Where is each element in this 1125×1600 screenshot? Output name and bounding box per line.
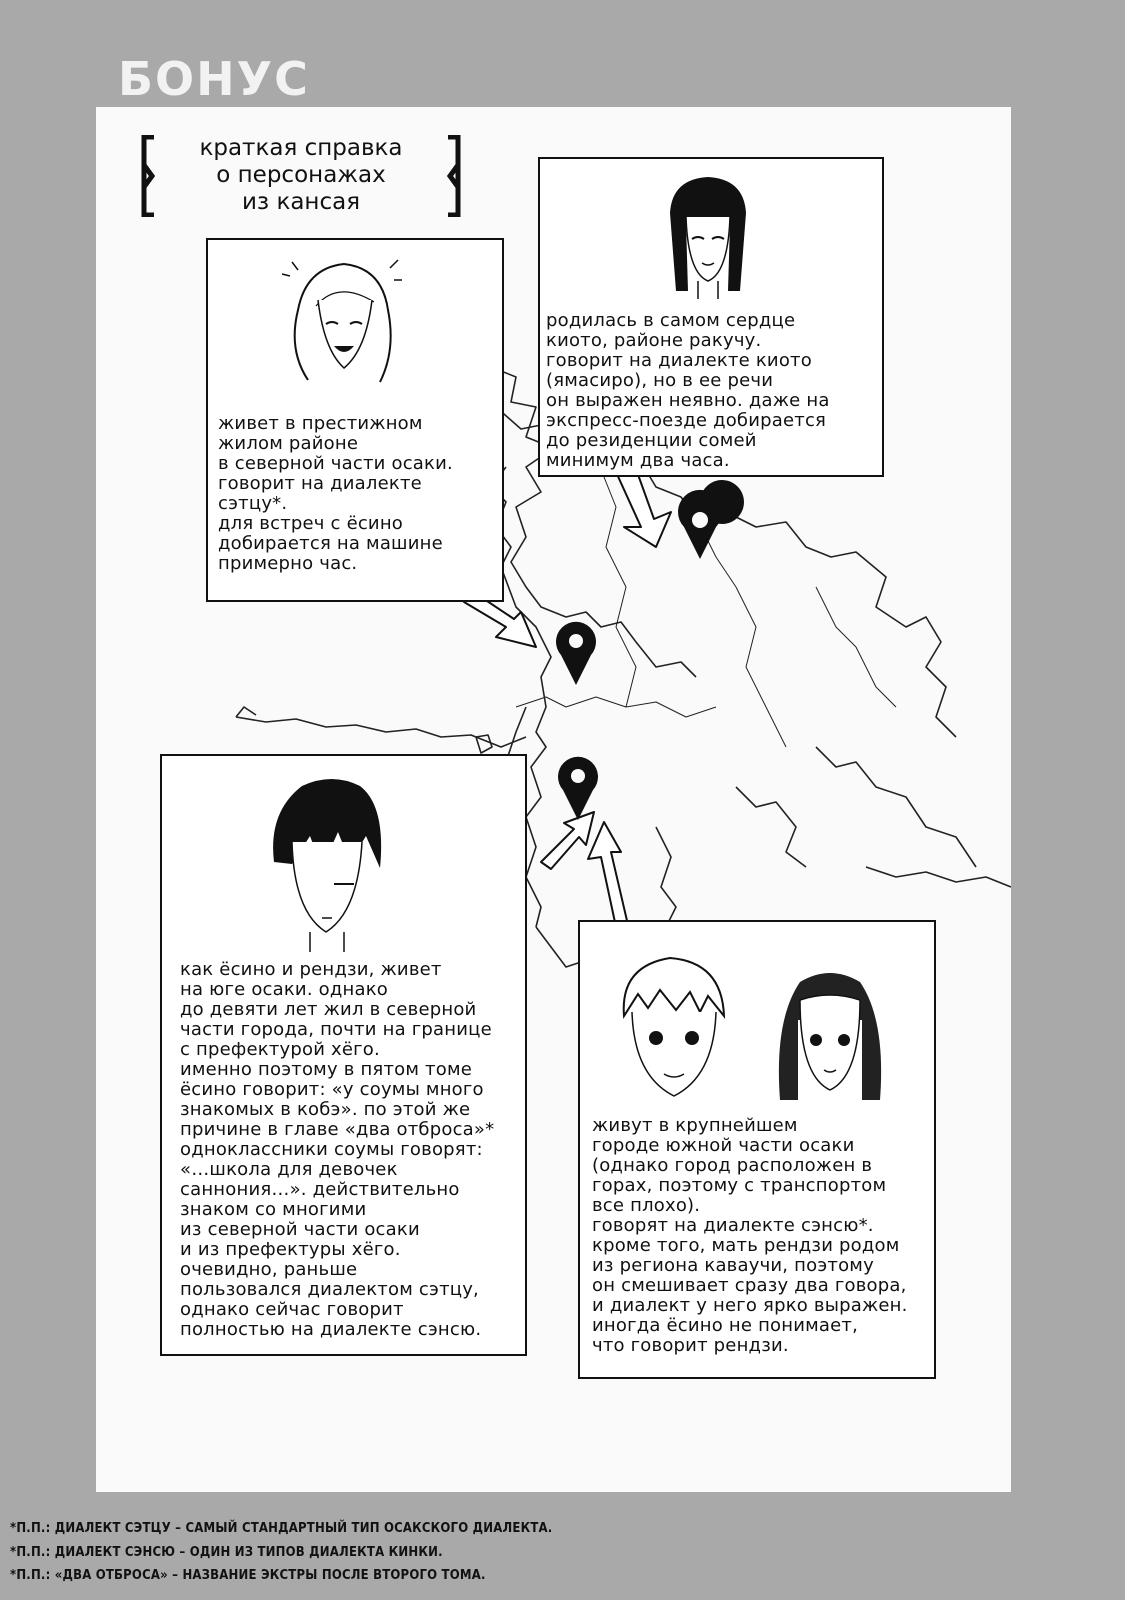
page-title: БОНУС bbox=[118, 52, 310, 106]
river bbox=[816, 587, 896, 707]
footnote: *П.П.: ДИАЛЕКТ СЭНСЮ – ОДИН ИЗ ТИПОВ ДИАЛЕКТА КИНКИ. bbox=[10, 1544, 443, 1560]
prefecture-border-line bbox=[816, 747, 976, 867]
location-pin-icon bbox=[556, 622, 596, 685]
character-portrait bbox=[658, 173, 758, 303]
character-card-south-osaka bbox=[160, 754, 527, 1356]
prefecture-border-line bbox=[736, 787, 806, 867]
coastline bbox=[236, 717, 526, 747]
footnotes bbox=[10, 1517, 552, 1588]
section-title-text bbox=[146, 135, 456, 216]
coastline bbox=[236, 707, 256, 717]
character-description: родилась в самом сердце киото, районе ракучу. говорит на диалекте киото (ямасиро), но в ее речи он выражен неявно. даже на экспресс-поезде добирается до резиденции сомей минимум два часа. bbox=[546, 310, 830, 471]
character-card-kyoto bbox=[538, 157, 884, 477]
character-portrait bbox=[262, 772, 392, 952]
character-card-north-osaka bbox=[206, 238, 504, 602]
character-description: живут в крупнейшем городе южной части осаки (однако город расположен в горах, поэтому с транспортом все плохо). говорят на диалекте сэнсю*. кроме того, мать рендзи родом из региона каваучи, поэтому он смешивает сразу два говора, и диалект у него ярко выражен. иногда ёсино не понимает, что говорит рендзи. bbox=[592, 1115, 908, 1356]
bracket-right-icon bbox=[444, 135, 462, 217]
character-portrait bbox=[610, 946, 740, 1106]
character-description: живет в престижном жилом районе в северной части осаки. говорит на диалекте сэтцу*. для встреч с ёсино добирается на машине примерно час. bbox=[218, 413, 453, 574]
character-description: как ёсино и рендзи, живет на юге осаки. однако до девяти лет жил в северной части города, почти на границе с префектурой хёго. именно поэтому в пятом томе ёсино говорит: «у соумы много знакомых в кобэ». по этой же причине в главе «два отброса»* одноклассники соумы говорят: «…школа для девочек саннония…». действительно знаком со многими из северной части осаки и из префектуры хёго. очевидно, раньше пользовался диалектом сэтцу, однако сейчас говорит полностью на диалекте сэнсю. bbox=[180, 959, 495, 1340]
section-title-line: краткая справка bbox=[199, 135, 403, 161]
prefecture-border-line bbox=[866, 867, 1011, 887]
arrow-kyoto bbox=[616, 469, 671, 547]
character-portrait bbox=[770, 960, 890, 1110]
content-panel bbox=[96, 107, 1011, 1492]
section-title-line: о персонажах bbox=[216, 162, 386, 188]
character-portrait bbox=[278, 250, 408, 400]
arrow-south-osaka-left bbox=[541, 812, 594, 869]
section-title-line: из кансая bbox=[241, 189, 361, 215]
river bbox=[696, 517, 786, 747]
location-pin-icon bbox=[558, 757, 598, 820]
arrow-south-osaka-up bbox=[588, 822, 628, 927]
section-heading bbox=[146, 135, 456, 215]
footnote: *П.П.: «ДВА ОТБРОСА» – НАЗВАНИЕ ЭКСТРЫ ПОСЛЕ ВТОРОГО ТОМА. bbox=[10, 1568, 486, 1583]
character-card-south-city bbox=[578, 920, 936, 1379]
footnote: *П.П.: ДИАЛЕКТ СЭТЦУ – САМЫЙ СТАНДАРТНЫЙ ТИП ОСАКСКОГО ДИАЛЕКТА. bbox=[10, 1521, 553, 1536]
